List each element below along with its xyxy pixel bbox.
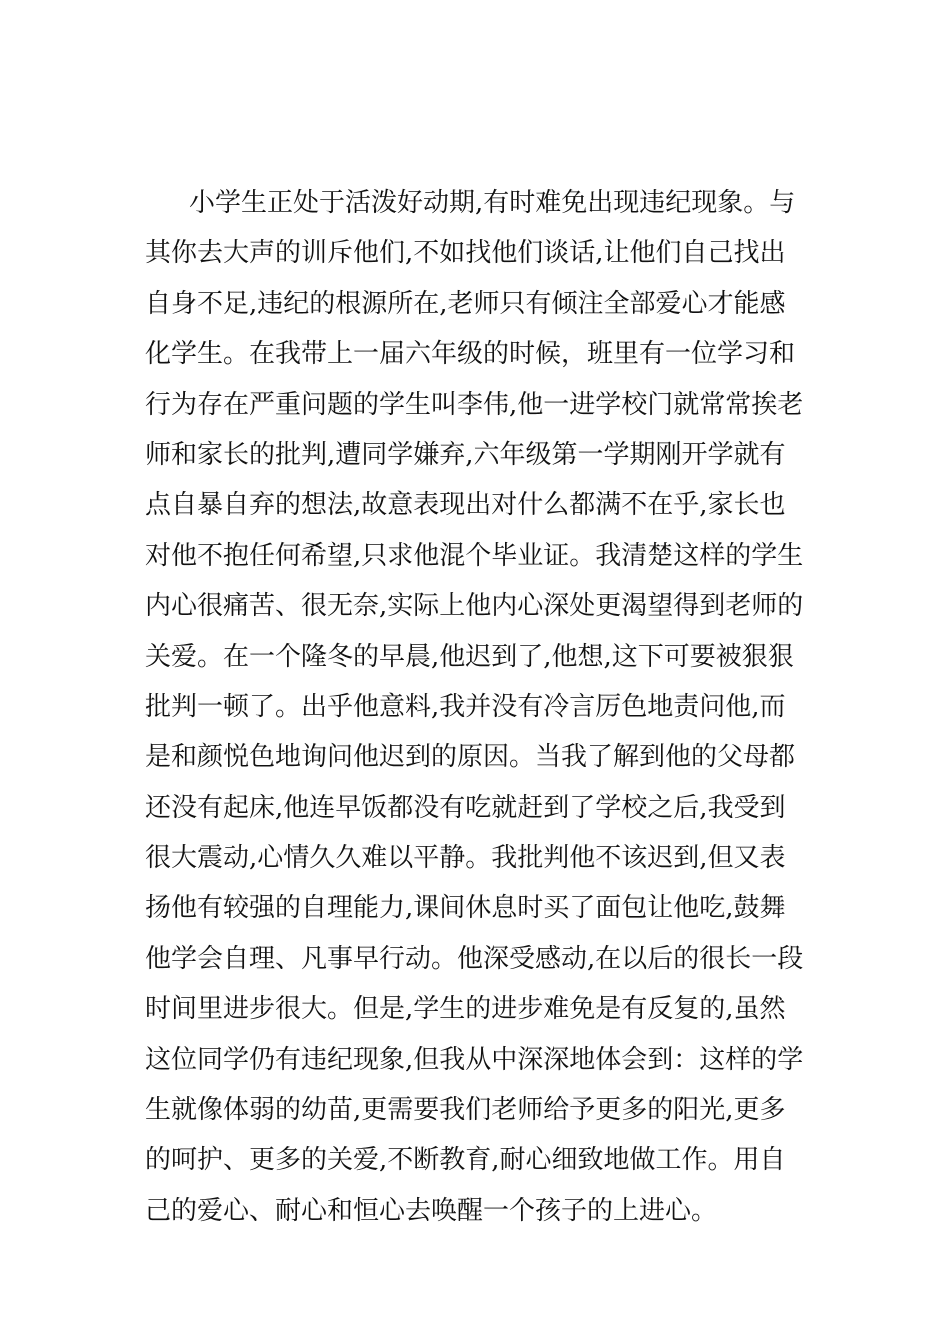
paragraph-line-21: 己的爱心、耐心和恒心去唤醒一个孩子的上进心。 <box>145 1195 718 1226</box>
paragraph-line-8: 对他不抱任何希望,只求他混个毕业证。我清楚这样的学生 <box>145 540 804 571</box>
paragraph-line-15: 扬他有较强的自理能力,课间休息时买了面包让他吃,鼓舞 <box>145 893 786 924</box>
body-paragraph <box>145 178 815 1236</box>
paragraph-line-18: 这位同学仍有违纪现象,但我从中深深地体会到：这样的学 <box>145 1044 804 1075</box>
paragraph-line-5: 行为存在严重问题的学生叫李伟,他一进学校门就常常挨老 <box>145 389 804 420</box>
paragraph-line-9: 内心很痛苦、很无奈,实际上他内心深处更渴望得到老师的 <box>145 591 804 622</box>
paragraph-line-13: 还没有起床,他连早饭都没有吃就赶到了学校之后,我受到 <box>145 792 786 823</box>
paragraph-line-20: 的呵护、更多的关爱,不断教育,耐心细致地做工作。用自 <box>145 1145 786 1176</box>
paragraph-line-12: 是和颜悦色地询问他迟到的原因。当我了解到他的父母都 <box>145 742 796 773</box>
paragraph-line-3: 自身不足,违纪的根源所在,老师只有倾注全部爱心才能感 <box>145 288 786 319</box>
paragraph-line-6: 师和家长的批判,遭同学嫌弃,六年级第一学期刚开学就有 <box>145 439 786 470</box>
paragraph-line-1: 小学生正处于活泼好动期,有时难免出现违纪现象。与 <box>189 188 796 218</box>
paragraph-line-2: 其你去大声的训斥他们,不如找他们谈话,让他们自己找出 <box>145 238 786 269</box>
paragraph-line-17: 时间里进步很大。但是,学生的进步难免是有反复的,虽然 <box>145 994 786 1025</box>
paragraph-line-10: 关爱。在一个隆冬的早晨,他迟到了,他想,这下可要被狠狠 <box>145 641 794 672</box>
paragraph-line-4: 化学生。在我带上一届六年级的时候，班里有一位学习和 <box>145 339 796 370</box>
paragraph-line-7: 点自暴自弃的想法,故意表现出对什么都满不在乎,家长也 <box>145 490 786 521</box>
paragraph-line-19: 生就像体弱的幼苗,更需要我们老师给予更多的阳光,更多 <box>145 1095 786 1126</box>
paragraph-line-14: 很大震动,心情久久难以平静。我批判他不该迟到,但又表 <box>145 843 786 874</box>
paragraph-line-16: 他学会自理、凡事早行动。他深受感动,在以后的很长一段 <box>145 943 804 974</box>
paragraph-line-11: 批判一顿了。出乎他意料,我并没有冷言厉色地责问他,而 <box>145 691 786 722</box>
